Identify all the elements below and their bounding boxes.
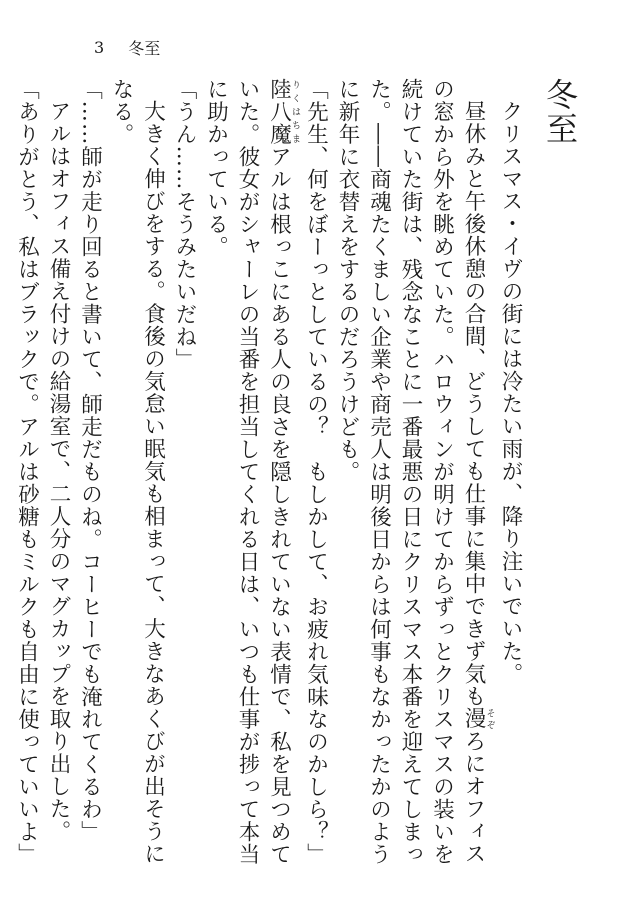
paragraph-p1 <box>495 78 527 878</box>
text-run: 「うん……そうみたいだね」 <box>172 78 197 371</box>
paragraph-p9 <box>11 78 43 878</box>
text-run: クリスマス・イヴの街には冷たい雨が、降り注いでいた。 <box>498 99 523 685</box>
text-run: アルは根っこにある人の良さを隠しきれていない表情で、私を見つめていた。彼女がシャーレの当番を担当してくれる日は、いつも仕事が捗って本当に助かっている。 <box>203 78 292 866</box>
paragraph-p8 <box>43 78 75 878</box>
page-number: 3 <box>94 38 105 57</box>
text-run: 「ありがとう、私はブラックで。アルは砂糖もミルクも自由に使っていいよ」 <box>14 78 40 866</box>
paragraph-p3 <box>300 78 332 878</box>
text-run: アルはオフィス備え付けの給湯室で、二人分のマグカップを取り出した。 <box>46 99 71 842</box>
paragraph-p6 <box>106 78 169 878</box>
paragraph-p2 <box>332 78 495 878</box>
text-run: ろにオフィスの窓から外を眺めていた。ハロウィンが明けてからずっとクリスマスの装いを続けていた街は、残念なことに一番最悪の日にクリスマス本番を迎えてしまった。――商魂たくましい企業や商売人は明後日からは何事もなかったかのように新年に衣替えをするのだろうけども。 <box>335 78 486 866</box>
paragraph-p5 <box>169 78 201 878</box>
text-run: 大きく伸びをする。食後の気怠い眠気も相まって、大きなあくびが出そうになる。 <box>109 78 166 865</box>
body-text <box>14 78 594 878</box>
paragraph-p7 <box>74 78 106 878</box>
text-run: 昼休みと午後休憩の合間、どうしても仕事に集中できず気も <box>461 99 486 707</box>
paragraphs <box>11 78 526 878</box>
ruby-annotation: 漫そぞ <box>461 707 495 730</box>
paragraph-p4 <box>200 78 300 878</box>
chapter-header: 冬至 <box>128 39 161 58</box>
text-run: 「先生、何をぼーっとしているの？ もしかして、お疲れ気味なのかしら？」 <box>303 78 329 866</box>
chapter-title: 冬至 <box>541 78 579 146</box>
text-run: 「……師が走り回ると書いて、師走だものね。コーヒーでも淹れてくるわ」 <box>77 78 103 843</box>
running-header <box>94 36 160 59</box>
ruby-annotation: 陸八魔りくはちま <box>266 78 300 146</box>
